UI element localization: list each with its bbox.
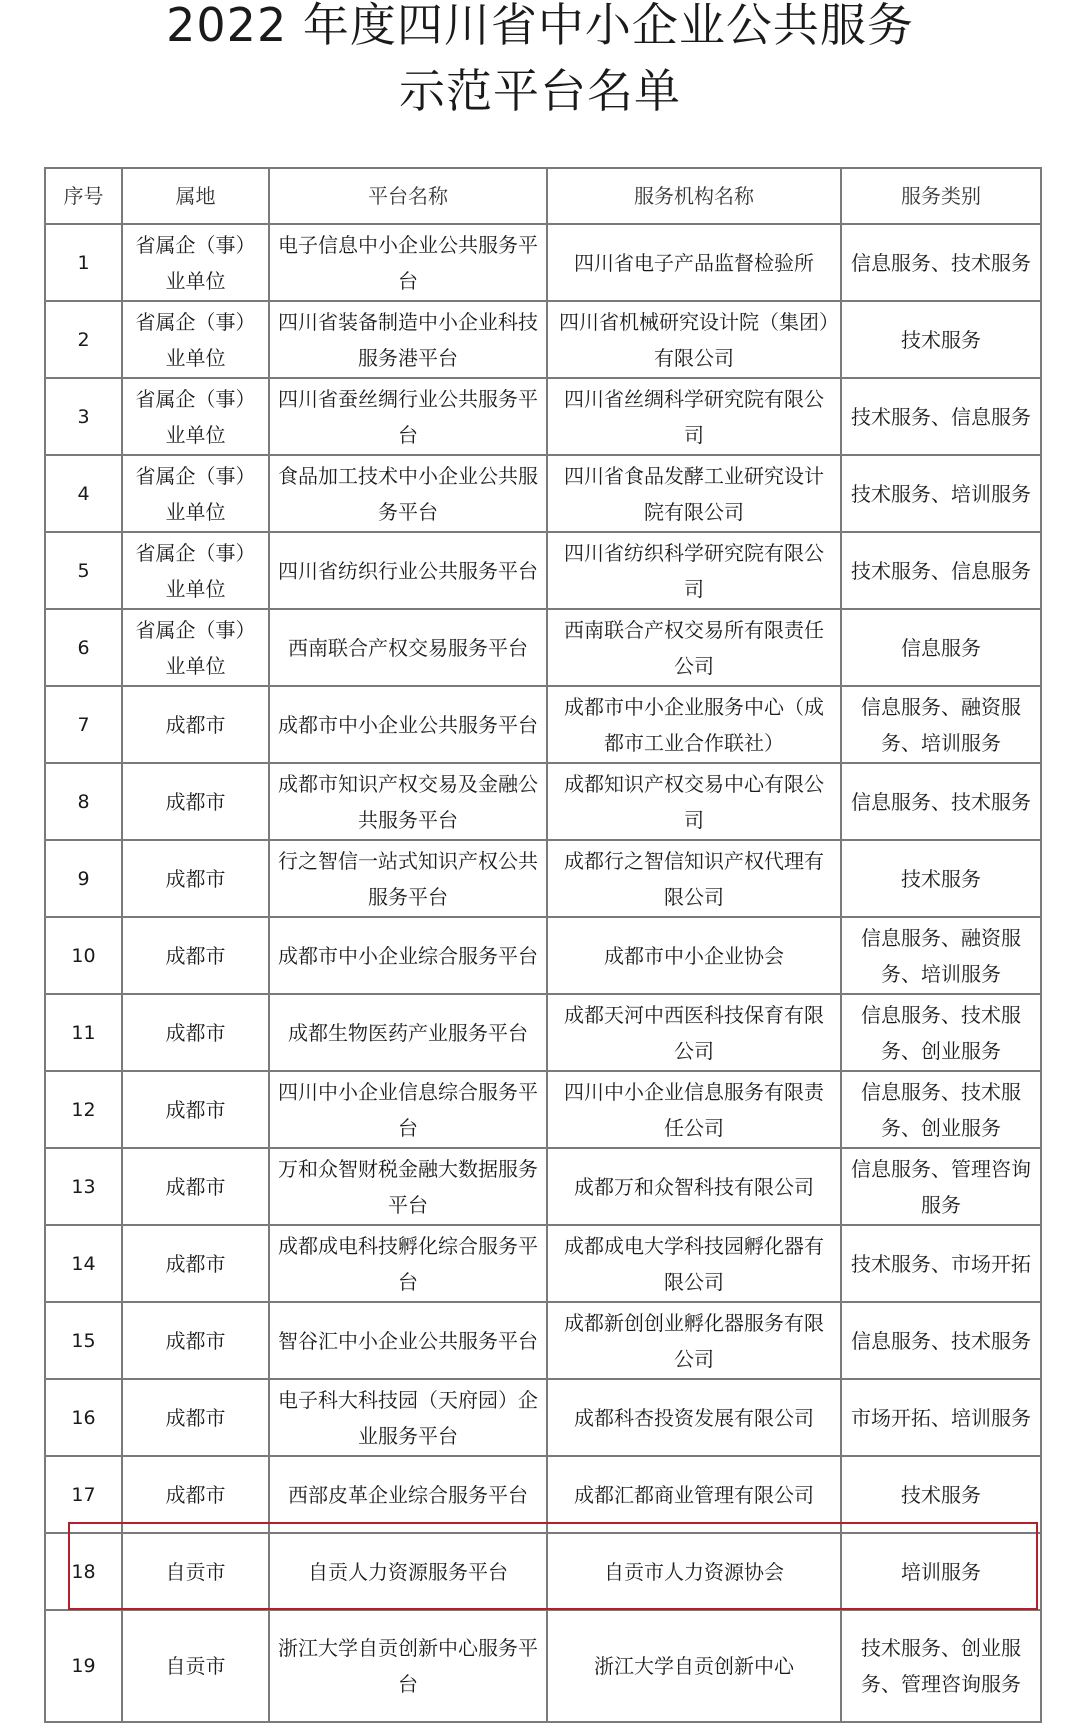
row-region: 省属企（事）业单位: [122, 301, 269, 378]
row-seq: 15: [45, 1302, 122, 1379]
row-service-category: 技术服务: [841, 840, 1041, 917]
row-service-category: 信息服务: [841, 609, 1041, 686]
row-institution-name: 四川省机械研究设计院（集团）有限公司: [547, 301, 841, 378]
row-seq: 11: [45, 994, 122, 1071]
row-region: 成都市: [122, 1148, 269, 1225]
row-platform-name: 四川中小企业信息综合服务平台: [269, 1071, 547, 1148]
row-platform-name: 四川省蚕丝绸行业公共服务平台: [269, 378, 547, 455]
row-region: 成都市: [122, 1379, 269, 1456]
row-service-category: 技术服务: [841, 301, 1041, 378]
header-service-category: 服务类别: [841, 168, 1041, 224]
row-institution-name: 四川省电子产品监督检验所: [547, 224, 841, 301]
document-title-line-2: 示范平台名单: [399, 64, 681, 118]
row-region: 省属企（事）业单位: [122, 532, 269, 609]
table-row: [45, 1302, 1041, 1379]
row-institution-name: 成都天河中西医科技保育有限公司: [547, 994, 841, 1071]
row-seq: 3: [45, 378, 122, 455]
row-platform-name: 成都生物医药产业服务平台: [269, 994, 547, 1071]
row-institution-name: 自贡市人力资源协会: [547, 1533, 841, 1610]
row-institution-name: 西南联合产权交易所有限责任公司: [547, 609, 841, 686]
row-platform-name: 四川省装备制造中小企业科技服务港平台: [269, 301, 547, 378]
row-institution-name: 成都行之智信知识产权代理有限公司: [547, 840, 841, 917]
row-region: 省属企（事）业单位: [122, 378, 269, 455]
row-seq: 10: [45, 917, 122, 994]
row-institution-name: 成都市中小企业协会: [547, 917, 841, 994]
row-region: 成都市: [122, 1225, 269, 1302]
row-service-category: 市场开拓、培训服务: [841, 1379, 1041, 1456]
row-institution-name: 成都新创创业孵化器服务有限公司: [547, 1302, 841, 1379]
table-row: [45, 1379, 1041, 1456]
row-region: 成都市: [122, 917, 269, 994]
row-platform-name: 成都市中小企业综合服务平台: [269, 917, 547, 994]
row-institution-name: 四川省食品发酵工业研究设计院有限公司: [547, 455, 841, 532]
row-seq: 5: [45, 532, 122, 609]
row-service-category: 信息服务、管理咨询服务: [841, 1148, 1041, 1225]
document-title-line-1: 2022 年度四川省中小企业公共服务: [166, 0, 914, 52]
row-platform-name: 浙江大学自贡创新中心服务平台: [269, 1610, 547, 1722]
table-row: [45, 686, 1041, 763]
row-region: 省属企（事）业单位: [122, 224, 269, 301]
row-region: 成都市: [122, 686, 269, 763]
row-service-category: 信息服务、技术服务: [841, 224, 1041, 301]
header-seq: 序号: [45, 168, 122, 224]
table-row: [45, 1225, 1041, 1302]
row-seq: 4: [45, 455, 122, 532]
table-row: [45, 532, 1041, 609]
row-service-category: 培训服务: [841, 1533, 1041, 1610]
row-platform-name: 西南联合产权交易服务平台: [269, 609, 547, 686]
row-seq: 19: [45, 1610, 122, 1722]
row-seq: 6: [45, 609, 122, 686]
row-service-category: 信息服务、技术服务、创业服务: [841, 1071, 1041, 1148]
row-institution-name: 成都知识产权交易中心有限公司: [547, 763, 841, 840]
row-region: 成都市: [122, 1456, 269, 1533]
header-region: 属地: [122, 168, 269, 224]
row-platform-name: 成都成电科技孵化综合服务平台: [269, 1225, 547, 1302]
row-service-category: 技术服务: [841, 1456, 1041, 1533]
row-region: 成都市: [122, 840, 269, 917]
table-row: [45, 301, 1041, 378]
row-platform-name: 自贡人力资源服务平台: [269, 1533, 547, 1610]
row-seq: 2: [45, 301, 122, 378]
row-region: 成都市: [122, 763, 269, 840]
row-seq: 12: [45, 1071, 122, 1148]
table-row: [45, 1456, 1041, 1533]
table-row: [45, 1148, 1041, 1225]
row-platform-name: 西部皮革企业综合服务平台: [269, 1456, 547, 1533]
row-institution-name: 四川中小企业信息服务有限责任公司: [547, 1071, 841, 1148]
row-service-category: 信息服务、技术服务: [841, 763, 1041, 840]
row-region: 省属企（事）业单位: [122, 609, 269, 686]
row-institution-name: 成都市中小企业服务中心（成都市工业合作联社）: [547, 686, 841, 763]
row-seq: 16: [45, 1379, 122, 1456]
row-platform-name: 食品加工技术中小企业公共服务平台: [269, 455, 547, 532]
table-row: [45, 455, 1041, 532]
row-seq: 8: [45, 763, 122, 840]
table-row: [45, 609, 1041, 686]
row-seq: 17: [45, 1456, 122, 1533]
row-institution-name: 浙江大学自贡创新中心: [547, 1610, 841, 1722]
row-platform-name: 万和众智财税金融大数据服务平台: [269, 1148, 547, 1225]
row-platform-name: 电子信息中小企业公共服务平台: [269, 224, 547, 301]
row-institution-name: 成都汇都商业管理有限公司: [547, 1456, 841, 1533]
table-row: [45, 378, 1041, 455]
row-platform-name: 四川省纺织行业公共服务平台: [269, 532, 547, 609]
row-service-category: 信息服务、技术服务: [841, 1302, 1041, 1379]
row-service-category: 信息服务、技术服务、创业服务: [841, 994, 1041, 1071]
table-row: [45, 1071, 1041, 1148]
row-platform-name: 电子科大科技园（天府园）企业服务平台: [269, 1379, 547, 1456]
header-platform-name: 平台名称: [269, 168, 547, 224]
row-platform-name: 成都市知识产权交易及金融公共服务平台: [269, 763, 547, 840]
row-platform-name: 行之智信一站式知识产权公共服务平台: [269, 840, 547, 917]
row-seq: 9: [45, 840, 122, 917]
table-header-row: [45, 168, 1041, 224]
row-service-category: 信息服务、融资服务、培训服务: [841, 686, 1041, 763]
row-service-category: 技术服务、培训服务: [841, 455, 1041, 532]
row-institution-name: 成都万和众智科技有限公司: [547, 1148, 841, 1225]
row-region: 自贡市: [122, 1533, 269, 1610]
row-region: 成都市: [122, 1302, 269, 1379]
row-region: 成都市: [122, 1071, 269, 1148]
row-region: 自贡市: [122, 1610, 269, 1722]
row-service-category: 技术服务、创业服务、管理咨询服务: [841, 1610, 1041, 1722]
row-service-category: 信息服务、融资服务、培训服务: [841, 917, 1041, 994]
row-service-category: 技术服务、信息服务: [841, 378, 1041, 455]
platform-list-table: [44, 167, 1042, 1723]
table-row: [45, 994, 1041, 1071]
row-institution-name: 四川省纺织科学研究院有限公司: [547, 532, 841, 609]
row-platform-name: 智谷汇中小企业公共服务平台: [269, 1302, 547, 1379]
row-seq: 14: [45, 1225, 122, 1302]
table-row: [45, 1533, 1041, 1610]
row-institution-name: 成都科杏投资发展有限公司: [547, 1379, 841, 1456]
row-institution-name: 四川省丝绸科学研究院有限公司: [547, 378, 841, 455]
row-seq: 13: [45, 1148, 122, 1225]
table-row: [45, 1610, 1041, 1722]
row-region: 成都市: [122, 994, 269, 1071]
table-row: [45, 224, 1041, 301]
row-seq: 18: [45, 1533, 122, 1610]
row-service-category: 技术服务、市场开拓: [841, 1225, 1041, 1302]
row-seq: 1: [45, 224, 122, 301]
row-region: 省属企（事）业单位: [122, 455, 269, 532]
table-row: [45, 917, 1041, 994]
row-institution-name: 成都成电大学科技园孵化器有限公司: [547, 1225, 841, 1302]
table-row: [45, 763, 1041, 840]
table-row: [45, 840, 1041, 917]
row-seq: 7: [45, 686, 122, 763]
row-platform-name: 成都市中小企业公共服务平台: [269, 686, 547, 763]
header-institution-name: 服务机构名称: [547, 168, 841, 224]
row-service-category: 技术服务、信息服务: [841, 532, 1041, 609]
